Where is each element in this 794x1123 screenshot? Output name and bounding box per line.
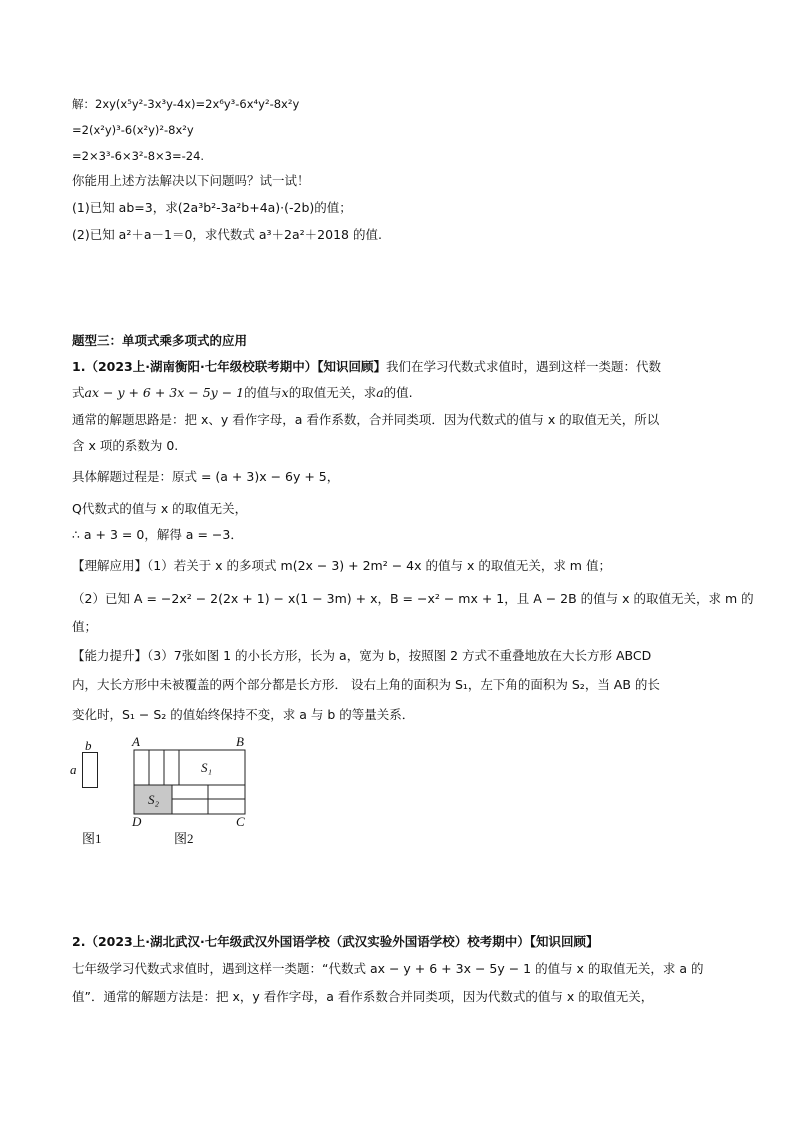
problem-1-source: （2023上·湖南衡阳·七年级校联考期中）【知识回顾】 [85, 359, 386, 374]
problem-1-line-6: Q代数式的值与 x 的取值无关， [72, 501, 248, 516]
problem-1-part-3: 【能力提升】（3）7张如图 1 的小长方形，长为 a，宽为 b，按照图 2 方式不重叠地放在大长方形 ABCD [72, 648, 652, 663]
question-1: (1)已知 ab=3，求(2a³b²-3a²b+4a)·(-2b)的值； [72, 200, 352, 215]
problem-2-source: （2023上·湖北武汉·七年级武汉外国语学校（武汉实验外国语学校）校考期中）【知识回顾】 [85, 934, 599, 949]
section-heading: 题型三：单项式乘多项式的应用 [72, 333, 248, 348]
figure-1-caption: 图1 [82, 831, 102, 846]
variable-x: x [281, 385, 289, 400]
problem-1-part-2: （2）已知 A = −2x² − 2(2x + 1) − x(1 − 3m) + x，B = −x² − mx + 1，且 A − 2B 的值与 x 的取值无关，求 m 的 [72, 591, 754, 606]
vertex-c-label: C [236, 814, 245, 829]
vertex-a-label: A [132, 734, 140, 749]
solution-line-3: =2×3³-6×3²-8×3=-24. [72, 149, 205, 163]
solution-line-1: 解：2xy(x⁵y²-3x³y-4x)=2x⁶y³-6x⁴y²-8x²y [72, 97, 300, 111]
problem-1-part-1: 【理解应用】（1）若关于 x 的多项式 m(2x − 3) + 2m² − 4x 的值与 x 的取值无关，求 m 值； [72, 558, 611, 573]
problem-2-number: 2. [72, 934, 86, 949]
small-rectangle [82, 752, 98, 788]
problem-1-number: 1. [72, 359, 86, 374]
problem-1-line-4: 含 x 项的系数为 0. [72, 438, 179, 453]
algebraic-expression: ax − y + 6 + 3x − 5y − 1 [84, 385, 245, 400]
problem-1-intro: 我们在学习代数式求值时，遇到这样一类题：代数 [386, 359, 662, 374]
text-fragment: 式 [72, 385, 85, 400]
s2-label: S₂ [148, 792, 160, 807]
problem-2-line-3: 值”．通常的解题方法是：把 x，y 看作字母，a 看作系数合并同类项，因为代数式的值与 x 的取值无关， [72, 989, 654, 1004]
problem-1-part-3-end: 变化时，S₁ − S₂ 的值始终保持不变，求 a 与 b 的等量关系． [72, 707, 415, 722]
problem-1-line-7: ∴ a + 3 = 0，解得 a = −3． [72, 527, 243, 542]
figure-2-caption: 图2 [174, 831, 194, 846]
figure-1-label-a: a [70, 762, 77, 777]
text-fragment: 的取值无关，求 [288, 385, 377, 400]
variable-a: a [376, 385, 384, 400]
problem-1-part-2-cont: 值； [72, 619, 98, 634]
figure-1-label-b: b [85, 738, 92, 753]
problem-1-line-3: 通常的解题思路是：把 x、y 看作字母，a 看作系数，合并同类项．因为代数式的值与 x 的取值无关，所以 [72, 412, 660, 427]
problem-1-line-1 [72, 358, 661, 376]
problem-1-line-2 [72, 384, 413, 402]
text-fragment: 的值与 [244, 385, 282, 400]
problem-1-part-3-cont: 内，大长方形中未被覆盖的两个部分都是长方形． 设右上角的面积为 S₁，左下角的面积为 S₂，当 AB 的长 [72, 677, 660, 692]
problem-2-line-1 [72, 933, 599, 951]
vertex-b-label: B [236, 734, 244, 749]
solution-prompt: 你能用上述方法解决以下问题吗？试一试！ [72, 173, 310, 188]
problem-1-line-5: 具体解题过程是：原式 = (a + 3)x − 6y + 5， [72, 469, 340, 484]
solution-line-2: =2(x²y)³-6(x²y)²-8x²y [72, 123, 194, 137]
text-fragment: 的值. [383, 385, 413, 400]
question-2: (2)已知 a²＋a－1＝0，求代数式 a³＋2a²＋2018 的值. [72, 227, 382, 242]
problem-2-line-2: 七年级学习代数式求值时，遇到这样一类题：“代数式 ax − y + 6 + 3x − 5y − 1 的值与 x 的取值无关，求 a 的 [72, 961, 704, 976]
s1-label: S₁ [201, 760, 213, 775]
vertex-d-label: D [132, 814, 142, 829]
